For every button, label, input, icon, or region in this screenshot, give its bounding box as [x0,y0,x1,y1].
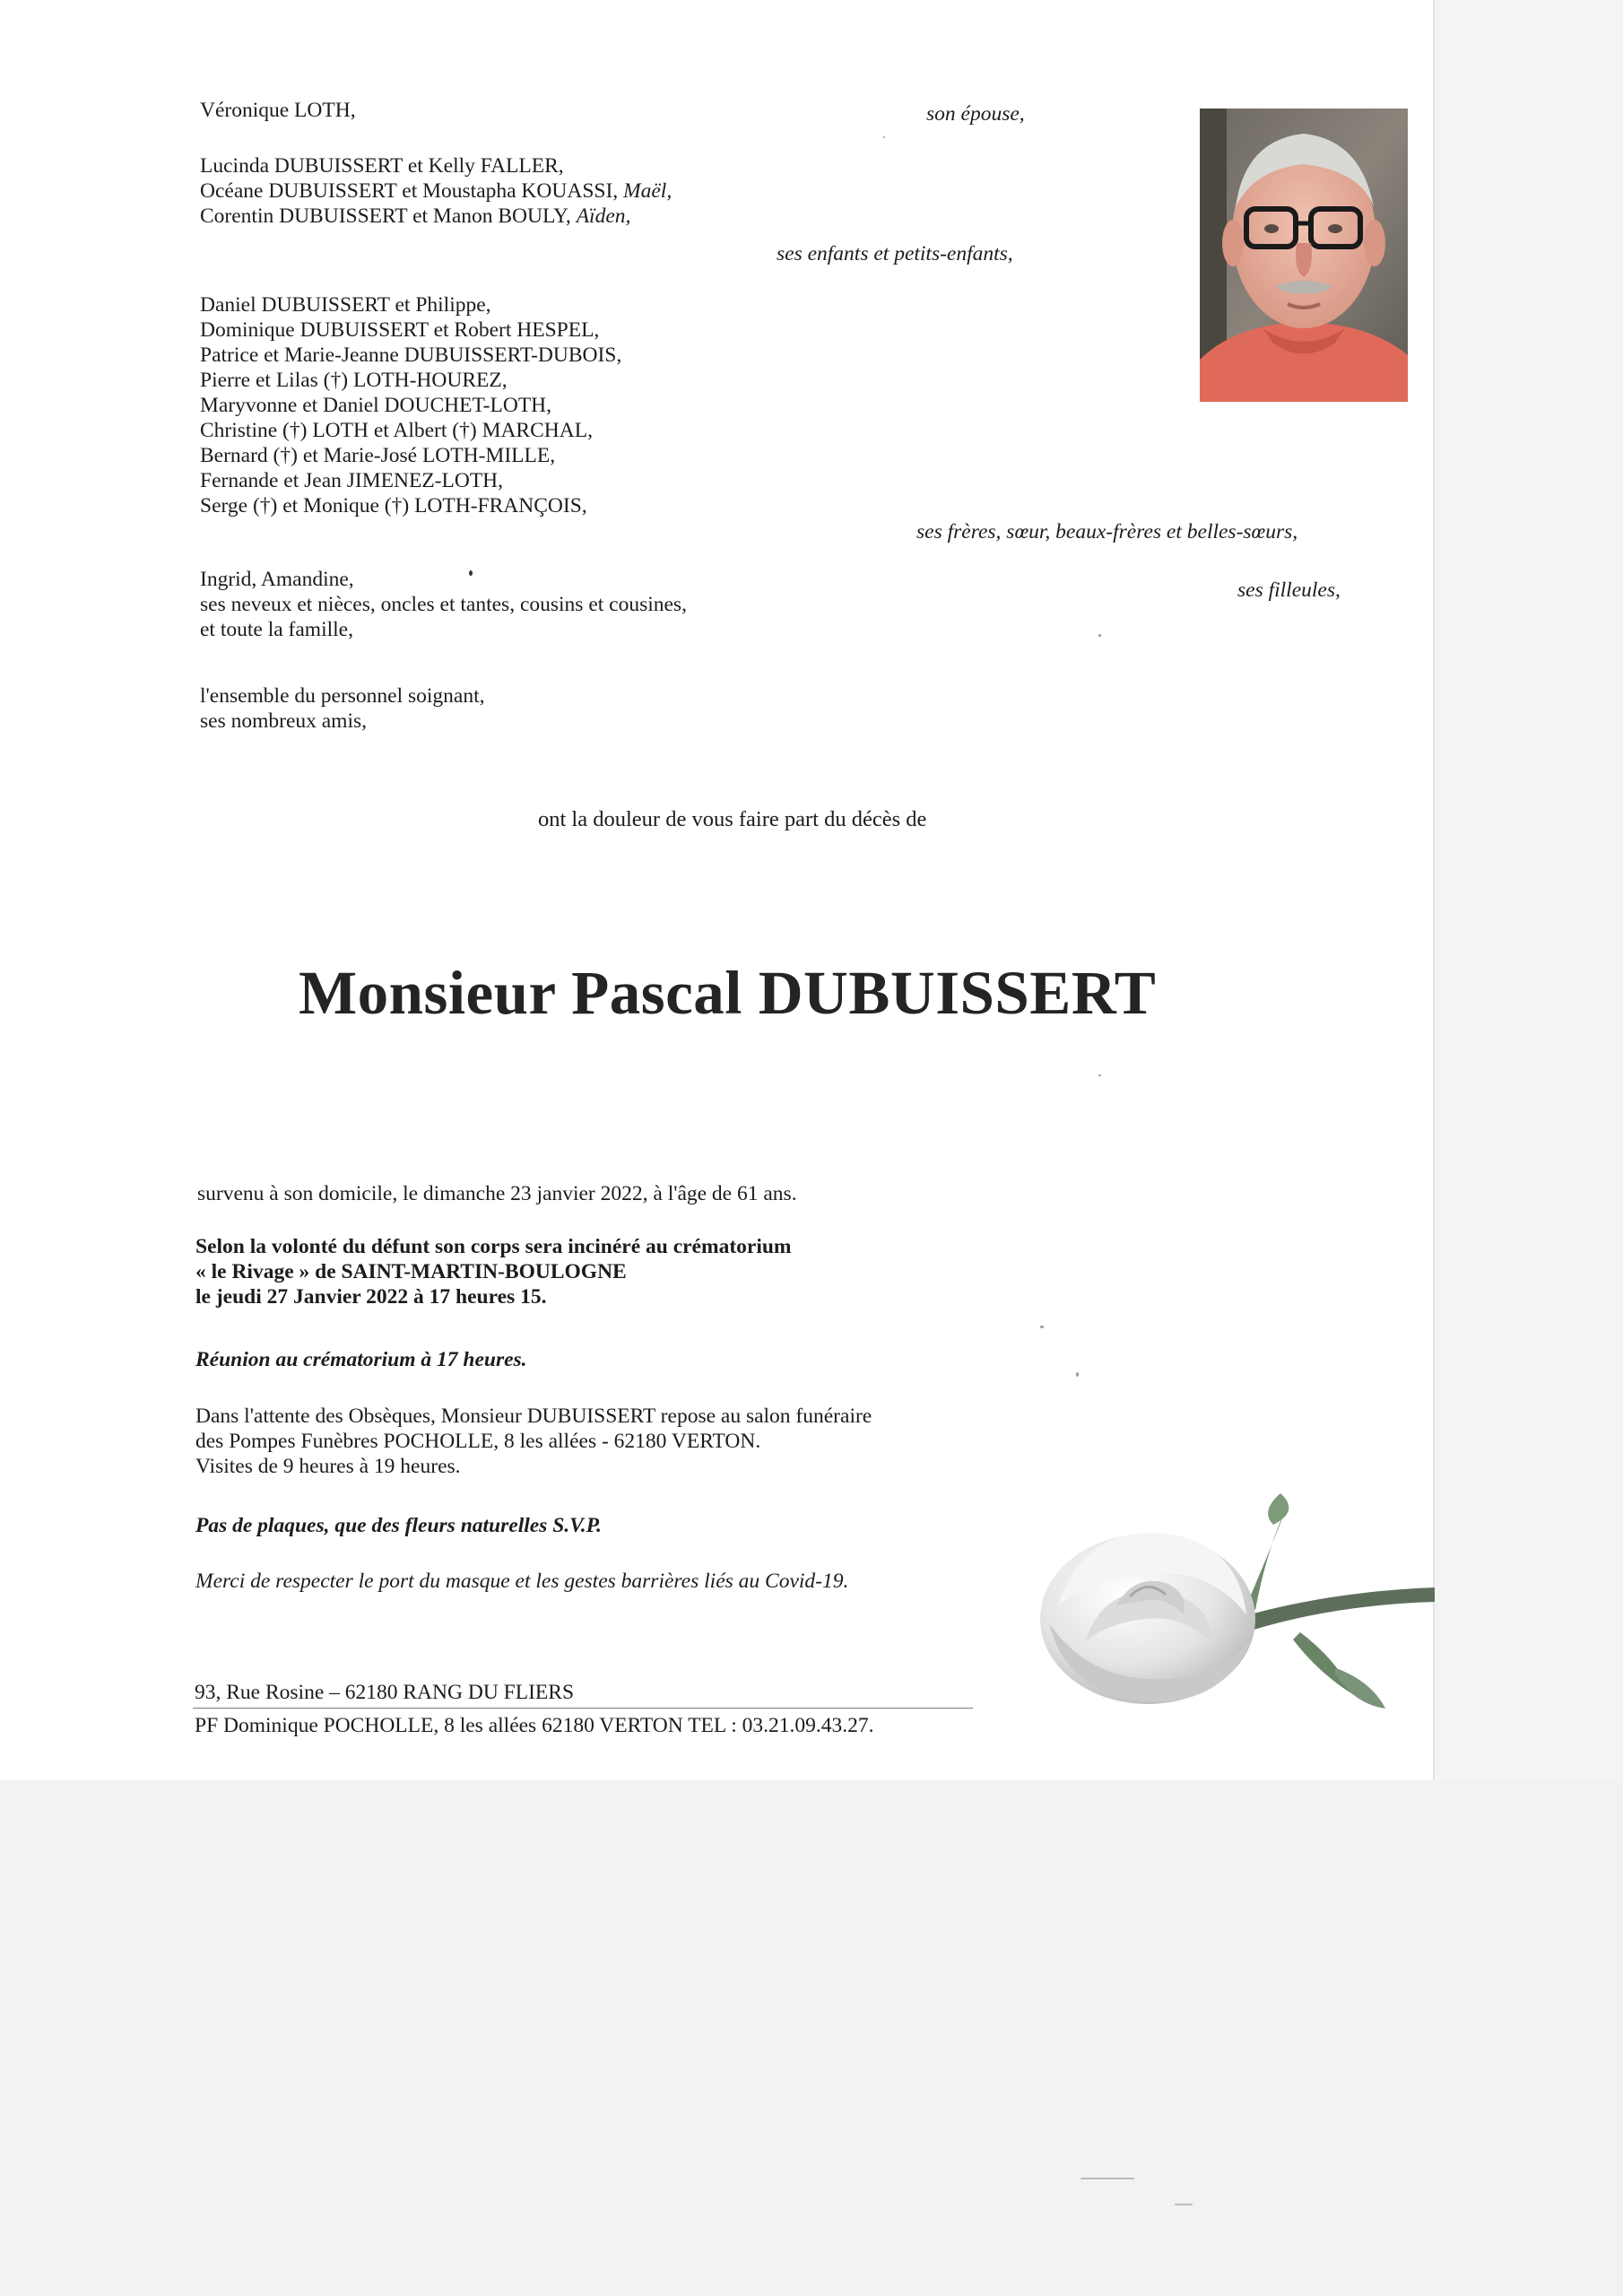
others-line: l'ensemble du personnel soignant, [200,684,485,708]
children-line: Lucinda DUBUISSERT et Kelly FALLER, [200,154,564,178]
siblings-role: ses frères, sœur, beaux-frères et belles-sœurs, [916,520,1298,544]
ceremony-line: Selon la volonté du défunt son corps sera incinéré au crématorium [195,1235,792,1258]
sibling-line: Christine (†) LOTH et Albert (†) MARCHAL, [200,419,593,442]
sibling-line: Fernande et Jean JIMENEZ-LOTH, [200,469,504,492]
covid-note: Merci de respecter le port du masque et les gestes barrières liés au Covid-19. [195,1570,849,1593]
portrait-photo-drawing [1200,109,1408,402]
spouse-name: Véronique LOTH, [200,99,356,122]
ceremony-line: le jeudi 27 Janvier 2022 à 17 heures 15. [195,1285,547,1309]
portrait-photo [1200,109,1408,402]
spouse-role: son épouse, [926,102,1025,126]
scan-speck [1076,1372,1079,1377]
sibling-line: Patrice et Marie-Jeanne DUBUISSERT-DUBOIS, [200,344,622,367]
scan-speck [1175,2204,1193,2205]
sibling-line: Serge (†) et Monique (†) LOTH-FRANÇOIS, [200,494,587,517]
flowers-note: Pas de plaques, que des fleurs naturelles S.V.P. [195,1514,602,1537]
scan-speck [1098,1074,1101,1076]
family-line: ses neveux et nièces, oncles et tantes, cousins et cousines, [200,593,687,616]
family-address: 93, Rue Rosine – 62180 RANG DU FLIERS [195,1681,575,1704]
sibling-line: Maryvonne et Daniel DOUCHET-LOTH, [200,394,552,417]
announcement-intro: ont la douleur de vous faire part du décès de [538,807,927,831]
white-rose-illustration [1031,1489,1435,1722]
sibling-line: Bernard (†) et Marie-José LOTH-MILLE, [200,444,556,467]
scan-speck [1040,1326,1044,1328]
ceremony-line: « le Rivage » de SAINT-MARTIN-BOULOGNE [195,1260,627,1283]
sibling-line: Daniel DUBUISSERT et Philippe, [200,293,491,317]
godchildren-role: ses filleules, [1237,578,1341,602]
viewing-line: des Pompes Funèbres POCHOLLE, 8 les allées - 62180 VERTON. [195,1430,761,1453]
funeral-home-contact: PF Dominique POCHOLLE, 8 les allées 62180 VERTON TEL : 03.21.09.43.27. [195,1714,874,1737]
meeting-note: Réunion au crématorium à 17 heures. [195,1348,527,1371]
others-line: ses nombreux amis, [200,709,368,733]
scanner-background [0,1780,1623,2296]
sibling-line: Dominique DUBUISSERT et Robert HESPEL, [200,318,600,342]
footer-divider [193,1708,973,1709]
children-role: ses enfants et petits-enfants, [777,242,1013,265]
children-line: Corentin DUBUISSERT et Manon BOULY, Aïden, [200,204,631,228]
viewing-line: Visites de 9 heures à 19 heures. [195,1455,461,1478]
scan-speck [469,570,473,576]
family-line: Ingrid, Amandine, [200,568,354,591]
scan-speck [883,136,885,138]
scan-speck [1081,2178,1134,2179]
sibling-line: Pierre et Lilas (†) LOTH-HOUREZ, [200,369,508,392]
deceased-name: Monsieur Pascal DUBUISSERT [299,959,1157,1027]
scan-speck [1098,634,1101,637]
viewing-line: Dans l'attente des Obsèques, Monsieur DUBUISSERT repose au salon funéraire [195,1405,872,1428]
death-notice: survenu à son domicile, le dimanche 23 janvier 2022, à l'âge de 61 ans. [197,1182,797,1205]
children-line: Océane DUBUISSERT et Moustapha KOUASSI, Maël, [200,179,673,203]
family-line: et toute la famille, [200,618,353,641]
